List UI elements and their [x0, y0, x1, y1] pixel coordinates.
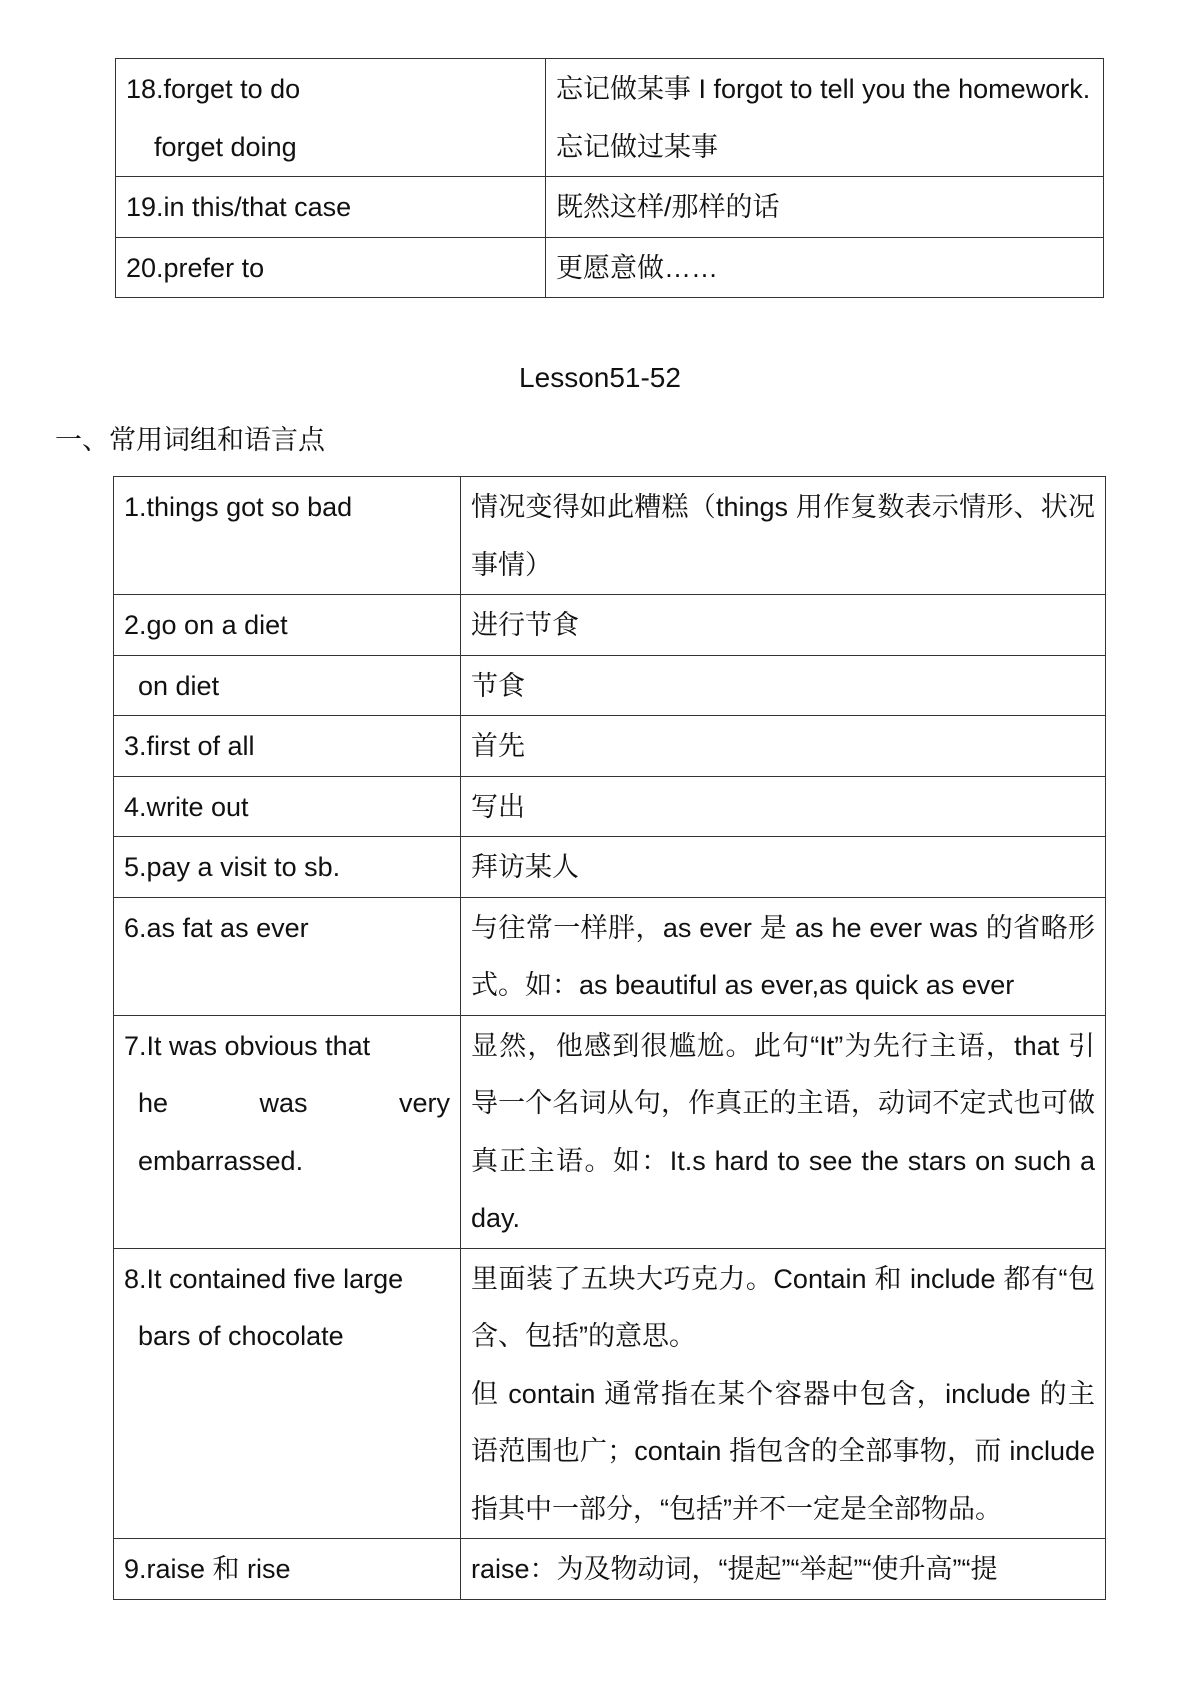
table-row: [114, 1248, 1106, 1539]
phrase-cell: [114, 837, 461, 898]
phrase-text: 7.It was obvious that: [124, 1030, 371, 1061]
lesson-title: Lesson51-52: [519, 362, 681, 393]
top-phrase-table: [115, 58, 1104, 298]
meaning-cell: [461, 655, 1106, 716]
phrase-text: 4.write out: [124, 791, 249, 822]
phrase-text: 1.things got so bad: [124, 492, 353, 522]
phrase-cell: [116, 237, 546, 298]
phrase-cell: [116, 177, 546, 238]
table-row: [114, 837, 1106, 898]
meaning-cell: [461, 1015, 1106, 1248]
meaning-text: 忘记做某事 I forgot to tell you the homework.: [556, 74, 1091, 104]
meaning-text: raise：为及物动词，“提起”“举起”“使升高”“提: [471, 1554, 998, 1584]
table-row: [114, 595, 1106, 656]
meaning-text: 但 contain 通常指在某个容器中包含，include 的主语范围也广；contain 指包含的全部事物，而 include 指其中一部分，“包括”并不一定是全部物品。: [471, 1378, 1095, 1524]
table-row: [114, 1539, 1106, 1600]
meaning-text: 既然这样/那样的话: [556, 192, 780, 222]
meaning-cell: [546, 59, 1104, 177]
meaning-text: 更愿意做……: [556, 252, 718, 283]
meaning-cell: [461, 716, 1106, 777]
meaning-cell: [546, 237, 1104, 298]
main-phrase-table: [113, 476, 1106, 1600]
section-heading: 一、常用词组和语言点: [55, 425, 325, 456]
phrase-text: forget doing: [154, 131, 297, 162]
phrase-text: 20.prefer to: [126, 252, 265, 283]
phrase-text: 5.pay a visit to sb.: [124, 852, 341, 882]
phrase-cell: [114, 477, 461, 595]
phrase-cell: [116, 59, 546, 177]
phrase-text: 9.raise 和 rise: [124, 1554, 291, 1584]
table-row: [116, 237, 1104, 298]
phrase-text: 6.as fat as ever: [124, 912, 309, 943]
meaning-text: 首先: [471, 731, 525, 761]
phrase-text: 2.go on a diet: [124, 610, 288, 640]
phrase-cell: [114, 655, 461, 716]
meaning-cell: [461, 837, 1106, 898]
meaning-cell: [461, 477, 1106, 595]
phrase-cell: [114, 1015, 461, 1248]
meaning-cell: [461, 595, 1106, 656]
meaning-text: 显然，他感到很尴尬。此句“It”为先行主语，that 引导一个名词从句，作真正的主语，动词不定式也可做真正主语。如：It.s hard to see the stars on such a day.: [471, 1030, 1095, 1233]
table-row: [114, 716, 1106, 777]
meaning-cell: [461, 897, 1106, 1015]
phrase-text: 18.forget to do: [126, 74, 301, 104]
phrase-text: 3.first of all: [124, 731, 255, 761]
meaning-cell: [546, 177, 1104, 238]
phrase-cell: [114, 595, 461, 656]
meaning-text: 与往常一样胖，as ever 是 as he ever was 的省略形式。如：as beautiful as ever,as quick as ever: [471, 912, 1095, 1000]
table-row: [114, 655, 1106, 716]
phrase-cell: [114, 897, 461, 1015]
table-row: [114, 1015, 1106, 1248]
meaning-text: 情况变得如此糟糕（things 用作复数表示情形、状况事情）: [471, 492, 1095, 580]
meaning-cell: [461, 1248, 1106, 1539]
table-row: [114, 776, 1106, 837]
phrase-text: 19.in this/that case: [126, 192, 352, 222]
table-row: [114, 477, 1106, 595]
meaning-cell: [461, 1539, 1106, 1600]
meaning-text: 写出: [471, 791, 525, 822]
phrase-cell: [114, 776, 461, 837]
meaning-text: 进行节食: [471, 610, 579, 640]
table-row: [114, 897, 1106, 1015]
meaning-text: 拜访某人: [471, 852, 579, 882]
meaning-text: 节食: [471, 670, 525, 701]
phrase-cell: [114, 716, 461, 777]
phrase-cell: [114, 1248, 461, 1539]
meaning-text: 里面装了五块大巧克力。Contain 和 include 都有“包含、包括”的意思。: [471, 1263, 1095, 1351]
table-row: [116, 177, 1104, 238]
meaning-cell: [461, 776, 1106, 837]
phrase-text: bars of chocolate: [138, 1321, 344, 1351]
phrase-text: 8.It contained five large: [124, 1263, 404, 1294]
phrase-cell: [114, 1539, 461, 1600]
phrase-text: on diet: [138, 670, 220, 701]
table-row: [116, 59, 1104, 177]
phrase-text: he was very embarrassed.: [138, 1088, 450, 1176]
meaning-text: 忘记做过某事: [556, 131, 718, 162]
